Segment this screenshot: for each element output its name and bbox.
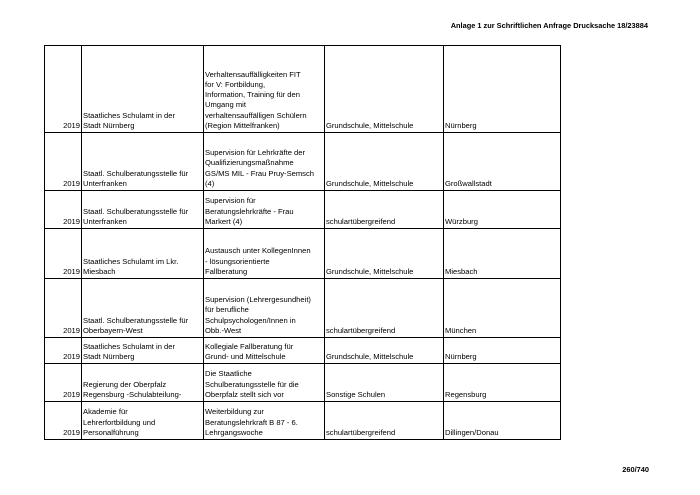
institution-cell: Staatliches Schulamt in der Stadt Nürnberg [82, 46, 204, 133]
description-cell: Supervision (Lehrergesundheit) für berufliche Schulpsychologen/Innen in Obb.-West [204, 279, 325, 338]
location-cell: Dillingen/Donau [444, 402, 561, 440]
description-cell: Supervision für Beratungslehrkräfte - Frau Markert (4) [204, 191, 325, 229]
institution-cell: Akademie für Lehrerfortbildung und Personalführung [82, 402, 204, 440]
location-cell: München [444, 279, 561, 338]
location-cell: Nürnberg [444, 338, 561, 364]
description-cell: Kollegiale Fallberatung für Grund- und Mittelschule [204, 338, 325, 364]
table-row [45, 364, 561, 402]
location-cell: Nürnberg [444, 46, 561, 133]
year-cell: 2019 [45, 46, 82, 133]
year-cell: 2019 [45, 364, 82, 402]
location-cell: Würzburg [444, 191, 561, 229]
school-type-cell: Grundschule, Mittelschule [325, 338, 444, 364]
description-cell: Weiterbildung zur Beratungslehrkraft B 87 - 6. Lehrgangswoche [204, 402, 325, 440]
institution-cell: Regierung der Oberpfalz Regensburg -Schulabteilung- [82, 364, 204, 402]
school-type-cell: schulartübergreifend [325, 402, 444, 440]
table-row [45, 191, 561, 229]
data-table [44, 45, 561, 440]
year-cell: 2019 [45, 402, 82, 440]
year-cell: 2019 [45, 133, 82, 191]
table-row [45, 46, 561, 133]
description-cell: Die Staatliche Schulberatungsstelle für die Oberpfalz stellt sich vor [204, 364, 325, 402]
institution-cell: Staatliches Schulamt in der Stadt Nürnberg [82, 338, 204, 364]
document-header: Anlage 1 zur Schriftlichen Anfrage Drucksache 18/23884 [450, 21, 648, 30]
location-cell: Großwallstadt [444, 133, 561, 191]
location-cell: Regensburg [444, 364, 561, 402]
school-type-cell: Grundschule, Mittelschule [325, 133, 444, 191]
page-number: 260/740 [622, 465, 649, 474]
institution-cell: Staatl. Schulberatungsstelle für Unterfranken [82, 191, 204, 229]
school-type-cell: schulartübergreifend [325, 279, 444, 338]
year-cell: 2019 [45, 338, 82, 364]
institution-cell: Staatl. Schulberatungsstelle für Oberbayern-West [82, 279, 204, 338]
school-type-cell: Grundschule, Mittelschule [325, 46, 444, 133]
description-cell: Supervision für Lehrkräfte der Qualifizierungsmaßnahme GS/MS MIL - Frau Pruy-Semsch (4) [204, 133, 325, 191]
description-cell: Austausch unter KollegenInnen - lösungsorientierte Fallberatung [204, 229, 325, 279]
institution-cell: Staatliches Schulamt im Lkr. Miesbach [82, 229, 204, 279]
year-cell: 2019 [45, 279, 82, 338]
school-type-cell: Grundschule, Mittelschule [325, 229, 444, 279]
table-row [45, 338, 561, 364]
year-cell: 2019 [45, 191, 82, 229]
table-row [45, 229, 561, 279]
location-cell: Miesbach [444, 229, 561, 279]
table-row [45, 279, 561, 338]
school-type-cell: Sonstige Schulen [325, 364, 444, 402]
institution-cell: Staatl. Schulberatungsstelle für Unterfranken [82, 133, 204, 191]
year-cell: 2019 [45, 229, 82, 279]
table-row [45, 133, 561, 191]
school-type-cell: schulartübergreifend [325, 191, 444, 229]
description-cell: Verhaltensauffälligkeiten FIT for V: Fortbildung, Information, Training für den Umgang mit verhaltensauffälligen Schülern (Region Mittelfranken) [204, 46, 325, 133]
table-row [45, 402, 561, 440]
